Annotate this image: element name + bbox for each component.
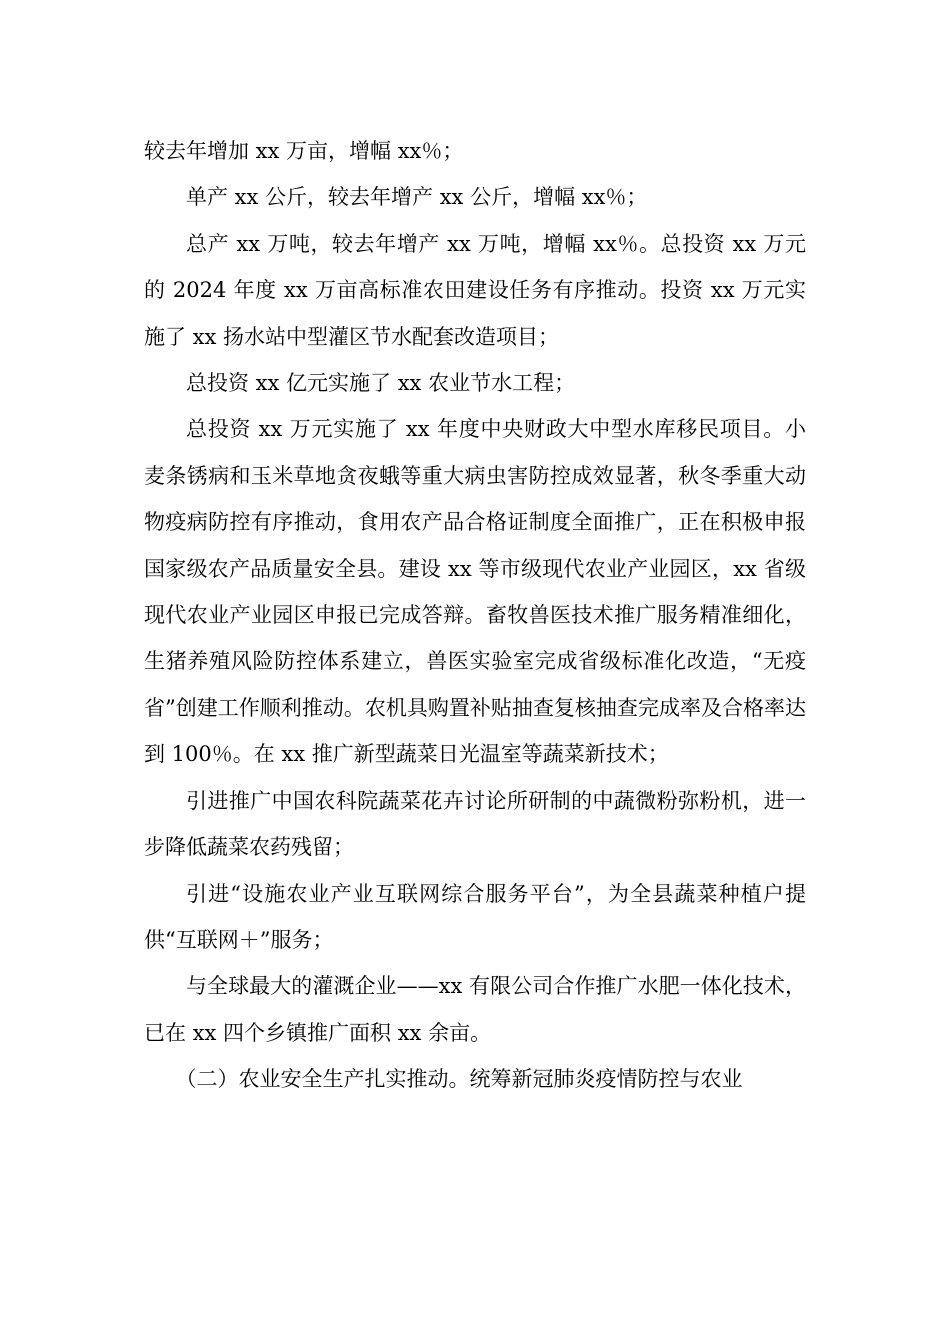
paragraph-continuation: 较去年增加 xx 万亩，增幅 xx％； (144, 139, 464, 163)
paragraph-yield: 单产 xx 公斤，较去年增产 xx 公斤，增幅 xx％； (186, 185, 648, 210)
paragraph-water-saving: 总投资 xx 亿元实施了 xx 农业节水工程； (186, 371, 576, 396)
paragraph-reservoir-migration: 总投资 xx 万元实施了 xx 年度中央财政大中型水库移民项目。小麦条锈病和玉米草地贪夜蛾等重大病虫害防控成效显著，秋冬季重大动物疫病防控有序推动，食用农产品合格证制度全面推广，正在积极申报国家级农产品质量安全县。建设 xx 等市级现代农业产业园区，xx 省级现代农业产业园区申报已完成答辩。畜牧兽医技术推广服务精准细化，生猪养殖风险防控体系建立，兽医实验室完成省级标准化改造，“无疫省”创建工作顺利推动。农机具购置补贴抽查复核抽查完成率及合格率达到 100％。在 xx 推广新型蔬菜日光温室等蔬菜新技术； (144, 417, 806, 767)
section-heading-safety: （二）农业安全生产扎实推动。统筹新冠肺炎疫情防控与农业 (175, 1067, 743, 1092)
paragraph-pesticide: 引进推广中国农科院蔬菜花卉讨论所研制的中蔬微粉弥粉机，进一步降低蔬菜农药残留； (144, 788, 806, 860)
paragraph-total-output: 总产 xx 万吨，较去年增产 xx 万吨，增幅 xx％。总投资 xx 万元的 2024 年度 xx 万亩高标准农田建设任务有序推动。投资 xx 万元实施了 xx 扬水站中型灌区节水配套改造项目； (144, 231, 806, 349)
paragraph-internet-platform: 引进“设施农业产业互联网综合服务平台”，为全县蔬菜种植户提供“互联网＋”服务； (144, 881, 806, 952)
paragraph-irrigation: 与全球最大的灌溉企业——xx 有限公司合作推广水肥一体化技术，已在 xx 四个乡镇推广面积 xx 余亩。 (144, 974, 806, 1045)
document-body (144, 128, 806, 1103)
